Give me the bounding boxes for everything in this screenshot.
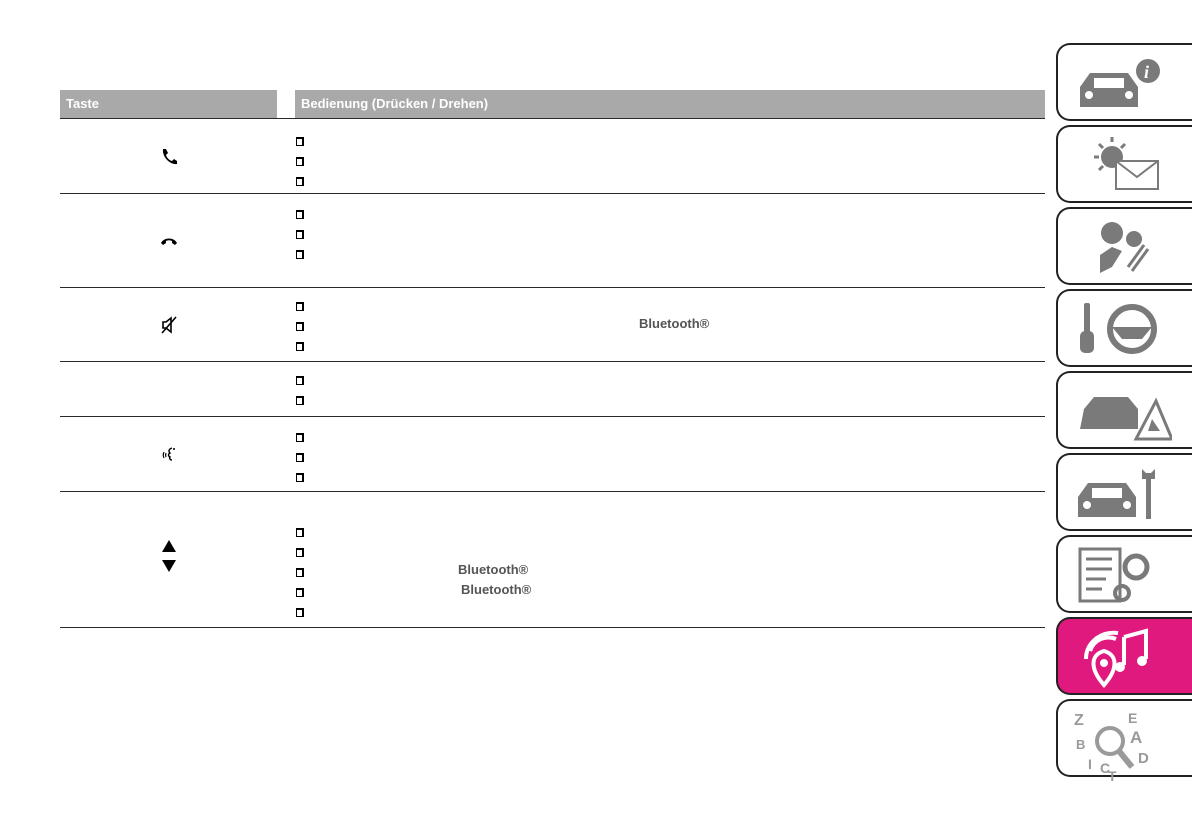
- list-item: [296, 131, 308, 151]
- header-key: Taste: [60, 90, 277, 118]
- table-row: [60, 118, 1045, 194]
- airbag-seat-icon: [1072, 215, 1172, 279]
- table-row: [60, 193, 1045, 288]
- list-item: [296, 171, 308, 191]
- bullet-list: [296, 427, 308, 487]
- bluetooth-text: Bluetooth®: [458, 562, 529, 577]
- key-cell: [60, 316, 277, 334]
- voice-command-icon: [160, 445, 178, 463]
- list-item: [296, 370, 308, 390]
- alphabetical-index-icon: [1072, 707, 1172, 783]
- list-item: [296, 336, 308, 356]
- list-item: [296, 562, 308, 582]
- list-item: [296, 316, 308, 336]
- bluetooth-text: Bluetooth®: [639, 316, 710, 331]
- tab-vehicle-info[interactable]: [1056, 43, 1192, 121]
- table-row: [60, 491, 1045, 628]
- list-item: [296, 390, 308, 410]
- list-item: [296, 522, 308, 542]
- multimedia-music-icon: [1072, 625, 1172, 689]
- index-letter: T: [1108, 768, 1117, 783]
- header-operation: Bedienung (Drücken / Drehen): [295, 90, 1045, 118]
- tab-multimedia[interactable]: [1056, 617, 1192, 695]
- tab-emergency[interactable]: [1056, 371, 1192, 449]
- list-item: [296, 447, 308, 467]
- list-item: [296, 542, 308, 562]
- svg-text:i: i: [1144, 62, 1150, 82]
- index-letter: Z: [1074, 712, 1084, 729]
- list-item: [296, 582, 308, 602]
- list-item: [296, 224, 308, 244]
- tab-maintenance[interactable]: [1056, 453, 1192, 531]
- list-item: [296, 296, 308, 316]
- tab-safety[interactable]: [1056, 207, 1192, 285]
- bluetooth-text: Bluetooth®: [461, 582, 532, 597]
- index-letter: C: [1100, 760, 1111, 776]
- index-letter: B: [1076, 737, 1086, 752]
- index-letter: D: [1138, 750, 1149, 767]
- table-row: [60, 416, 1045, 492]
- list-item: [296, 427, 308, 447]
- table-row: [60, 287, 1045, 362]
- bullet-list: [296, 131, 308, 191]
- bullet-list: [296, 204, 308, 264]
- list-item: [296, 204, 308, 224]
- list-item: [296, 602, 308, 622]
- list-item: [296, 467, 308, 487]
- bullet-list: [296, 296, 308, 356]
- tab-index[interactable]: [1056, 699, 1192, 783]
- list-item: [296, 151, 308, 171]
- key-cell: [60, 147, 277, 167]
- phone-accept-icon: [160, 147, 178, 167]
- bullet-list: [296, 370, 308, 410]
- warning-light-message-icon: [1072, 133, 1172, 197]
- phone-hangup-icon: [160, 236, 178, 246]
- key-cell: [60, 445, 277, 463]
- tab-technical-data[interactable]: [1056, 535, 1192, 613]
- key-steering-wheel-icon: [1072, 297, 1172, 361]
- up-arrow-icon: [162, 540, 176, 552]
- car-wrench-icon: [1072, 461, 1172, 525]
- specs-gears-icon: [1072, 543, 1172, 607]
- index-letter: E: [1128, 710, 1138, 726]
- bullet-list: [296, 522, 308, 622]
- index-letter: I: [1088, 756, 1092, 772]
- tab-starting-driving[interactable]: [1056, 289, 1192, 367]
- car-emergency-triangle-icon: [1072, 379, 1172, 443]
- car-info-icon: [1072, 51, 1172, 115]
- table-header: [60, 90, 1045, 118]
- key-cell: [60, 540, 277, 572]
- key-cell: [60, 236, 277, 246]
- list-item: [296, 244, 308, 264]
- index-letter: A: [1130, 728, 1143, 747]
- down-arrow-icon: [162, 560, 176, 572]
- table-row: [60, 361, 1045, 417]
- mute-icon: [161, 316, 177, 334]
- tab-warnings[interactable]: [1056, 125, 1192, 203]
